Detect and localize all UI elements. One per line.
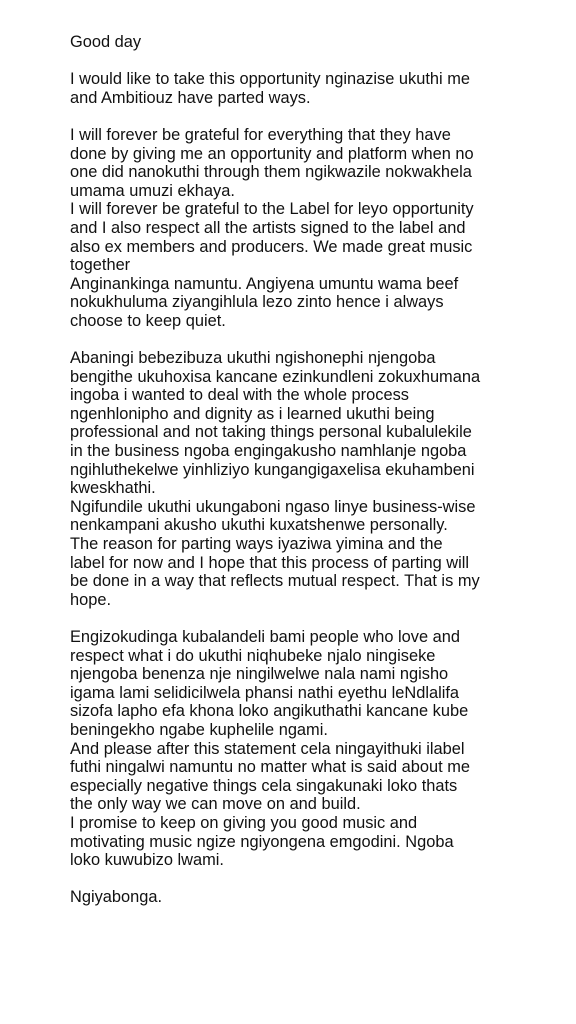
paragraph bbox=[70, 33, 550, 52]
text-line: be done in a way that reflects mutual respect. That is my bbox=[70, 572, 480, 591]
text-line: kweskhathi. bbox=[70, 479, 156, 498]
paragraph bbox=[70, 628, 550, 740]
text-line: nokukhuluma ziyangihlula lezo zinto hence i always bbox=[70, 293, 444, 312]
text-line: label for now and I hope that this process of parting will bbox=[70, 553, 470, 572]
text-line: I would like to take this opportunity nginazise ukuthi me bbox=[70, 70, 470, 89]
text-line: I promise to keep on giving you good music and bbox=[70, 813, 418, 832]
paragraph bbox=[70, 349, 550, 498]
closing-paragraph bbox=[70, 888, 550, 907]
text-line: futhi ningalwi namuntu no matter what is said about me bbox=[70, 758, 470, 777]
text-line: especially negative things cela singakunaki loko thats bbox=[70, 776, 458, 795]
text-line: I will forever be grateful for everything that they have bbox=[70, 125, 451, 144]
text-line: the only way we can move on and build. bbox=[70, 795, 361, 814]
paragraph bbox=[70, 740, 550, 814]
text-line: ingoba i wanted to deal with the whole process bbox=[70, 386, 409, 405]
text-line: Ngiyabonga. bbox=[70, 888, 163, 907]
text-line: professional and not taking things personal kubalulekile bbox=[70, 423, 472, 442]
text-line: Ngifundile ukuthi ukungaboni ngaso linye business-wise bbox=[70, 497, 476, 516]
text-line: hope. bbox=[70, 590, 112, 609]
paragraph bbox=[70, 814, 550, 870]
text-line: umama umuzi ekhaya. bbox=[70, 181, 235, 200]
text-line: ngihluthekelwe yinhliziyo kungangigaxelisa ekuhambeni bbox=[70, 460, 475, 479]
text-line: njengoba benenza nje ningilwelwe nala nami ngisho bbox=[70, 665, 449, 684]
text-line: and Ambitiouz have parted ways. bbox=[70, 88, 311, 107]
text-line: and I also respect all the artists signed to the label and bbox=[70, 218, 466, 237]
text-line: bengithe ukuhoxisa kancane ezinkundleni zokuxhumana bbox=[70, 367, 481, 386]
paragraph bbox=[70, 126, 550, 200]
text-line: choose to keep quiet. bbox=[70, 311, 226, 330]
text-line: Abaningi bebezibuza ukuthi ngishonephi njengoba bbox=[70, 349, 436, 368]
paragraph bbox=[70, 498, 550, 535]
text-line: sizofa lapho efa khona loko angikuthathi kancane kube bbox=[70, 702, 469, 721]
text-line: Anginankinga namuntu. Angiyena umuntu wama beef bbox=[70, 274, 459, 293]
text-line: beningekho ngabe kuphelile ngami. bbox=[70, 720, 328, 739]
text-line: The reason for parting ways iyaziwa yimina and the bbox=[70, 535, 443, 554]
text-line: done by giving me an opportunity and platform when no bbox=[70, 144, 474, 163]
statement-document bbox=[70, 33, 550, 907]
text-line: motivating music ngize ngiyongena emgodini. Ngoba bbox=[70, 832, 454, 851]
text-line: Engizokudinga kubalandeli bami people who love and bbox=[70, 628, 461, 646]
text-line: ngenhlonipho and dignity as i learned ukuthi being bbox=[70, 404, 435, 423]
text-line: together bbox=[70, 256, 131, 275]
text-line: igama lami selidicilwela phansi nathi eyethu leNdlalifa bbox=[70, 683, 460, 702]
text-line: And please after this statement cela ningayithuki ilabel bbox=[70, 739, 465, 758]
text-line: I will forever be grateful to the Label for leyo opportunity bbox=[70, 200, 474, 219]
text-line: also ex members and producers. We made great music bbox=[70, 237, 473, 256]
text-line: loko kuwubizo lwami. bbox=[70, 851, 224, 870]
paragraph bbox=[70, 535, 550, 609]
text-line: in the business ngoba engingakusho namhlanje ngoba bbox=[70, 442, 467, 461]
paragraph bbox=[70, 70, 550, 107]
paragraph bbox=[70, 275, 550, 331]
text-line: Good day bbox=[70, 33, 142, 51]
paragraph bbox=[70, 200, 550, 274]
text-line: one did nanokuthi through them ngikwazile nokwakhela bbox=[70, 163, 472, 182]
text-line: respect what i do ukuthi niqhubeke njalo ningiseke bbox=[70, 646, 436, 665]
text-line: nenkampani akusho ukuthi kuxatshenwe personally. bbox=[70, 516, 448, 535]
